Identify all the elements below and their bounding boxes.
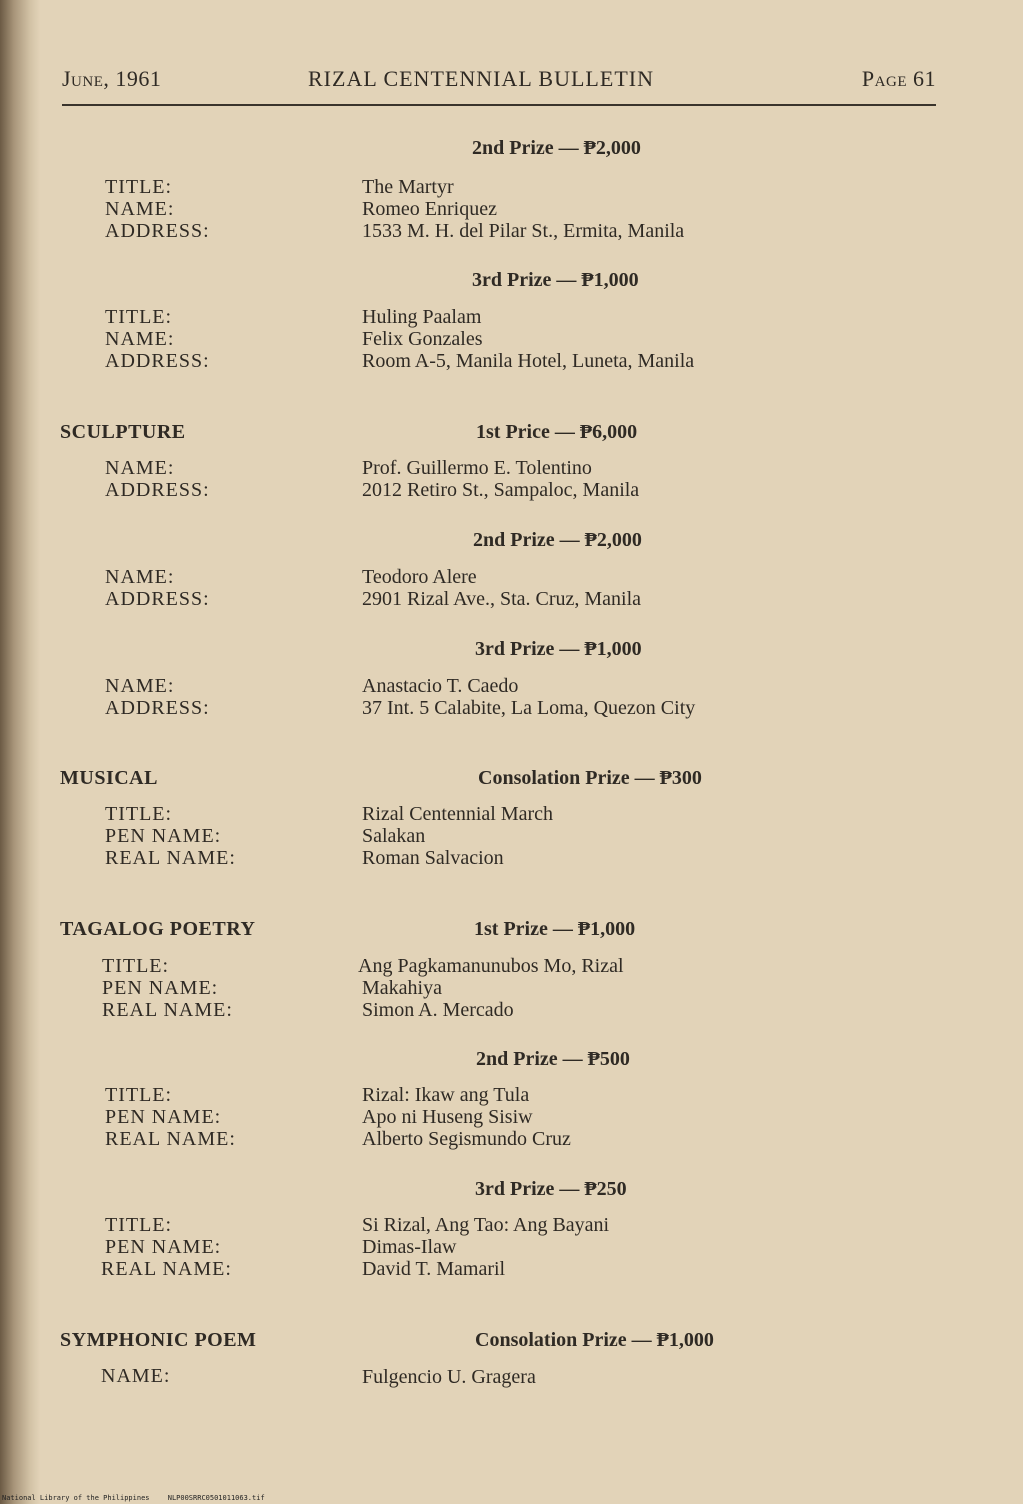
label-address: ADDRESS:: [105, 479, 210, 501]
header-publication: RIZAL CENTENNIAL BULLETIN: [308, 66, 654, 91]
entry-pen-name: Apo ni Huseng Sisiw: [362, 1106, 533, 1128]
section-heading-symphonic-poem: SYMPHONIC POEM: [60, 1329, 257, 1351]
entry-pen-name: Dimas-Ilaw: [362, 1236, 457, 1258]
entry-name: Teodoro Alere: [362, 566, 477, 588]
label-name: NAME:: [105, 566, 175, 588]
entry-real-name: Simon A. Mercado: [362, 999, 514, 1021]
entry-address: 2901 Rizal Ave., Sta. Cruz, Manila: [362, 588, 642, 610]
entry-address: 2012 Retiro St., Sampaloc, Manila: [362, 479, 640, 501]
prize-heading: 1st Price — ₱6,000: [476, 421, 638, 443]
label-title: TITLE:: [105, 176, 173, 198]
entry-name: Romeo Enriquez: [362, 198, 497, 220]
header-page-number: Page 61: [861, 66, 936, 91]
entry-name: Fulgencio U. Gragera: [362, 1366, 536, 1388]
label-pen-name: PEN NAME:: [105, 1106, 222, 1128]
entry-address: 37 Int. 5 Calabite, La Loma, Quezon City: [362, 697, 696, 719]
prize-heading: Consolation Prize — ₱300: [478, 767, 702, 789]
label-name: NAME:: [105, 457, 175, 479]
label-name: NAME:: [105, 198, 175, 220]
section-heading-musical: MUSICAL: [60, 767, 158, 789]
prize-heading: Consolation Prize — ₱1,000: [475, 1329, 714, 1351]
entry-real-name: David T. Mamaril: [362, 1258, 506, 1280]
label-title: TITLE:: [102, 955, 170, 977]
prize-heading: 3rd Prize — ₱1,000: [472, 269, 639, 291]
entry-address: Room A-5, Manila Hotel, Luneta, Manila: [362, 350, 695, 372]
label-title: TITLE:: [105, 1214, 173, 1236]
entry-title: Rizal: Ikaw ang Tula: [362, 1084, 530, 1106]
label-address: ADDRESS:: [105, 350, 210, 372]
label-name: NAME:: [101, 1365, 171, 1387]
label-address: ADDRESS:: [105, 697, 210, 719]
page-header: [62, 66, 936, 102]
entry-title: Rizal Centennial March: [362, 803, 554, 825]
entry-name: Felix Gonzales: [362, 328, 483, 350]
prize-heading: 2nd Prize — ₱2,000: [472, 137, 641, 159]
label-title: TITLE:: [105, 803, 173, 825]
entry-title: Huling Paalam: [362, 306, 482, 328]
label-address: ADDRESS:: [105, 588, 210, 610]
label-pen-name: PEN NAME:: [105, 825, 222, 847]
entry-title: Ang Pagkamanunubos Mo, Rizal: [358, 955, 624, 977]
entry-real-name: Alberto Segismundo Cruz: [362, 1128, 571, 1150]
header-rule: [62, 104, 936, 106]
label-real-name: REAL NAME:: [102, 999, 233, 1021]
section-heading-sculpture: SCULPTURE: [60, 421, 186, 443]
label-pen-name: PEN NAME:: [105, 1236, 222, 1258]
entry-pen-name: Makahiya: [362, 977, 442, 999]
entry-name: Anastacio T. Caedo: [362, 675, 519, 697]
entry-title: The Martyr: [362, 176, 454, 198]
prize-heading: 2nd Prize — ₱2,000: [473, 529, 642, 551]
entry-address: 1533 M. H. del Pilar St., Ermita, Manila: [362, 220, 685, 242]
prize-heading: 1st Prize — ₱1,000: [474, 918, 636, 940]
label-real-name: REAL NAME:: [105, 847, 236, 869]
label-real-name: REAL NAME:: [105, 1128, 236, 1150]
entry-real-name: Roman Salvacion: [362, 847, 504, 869]
entry-title: Si Rizal, Ang Tao: Ang Bayani: [362, 1214, 610, 1236]
label-title: TITLE:: [105, 1084, 173, 1106]
label-pen-name: PEN NAME:: [102, 977, 219, 999]
label-name: NAME:: [105, 675, 175, 697]
prize-heading: 2nd Prize — ₱500: [476, 1048, 630, 1070]
label-real-name: REAL NAME:: [101, 1258, 232, 1280]
entry-name: Prof. Guillermo E. Tolentino: [362, 457, 592, 479]
section-heading-tagalog-poetry: TAGALOG POETRY: [60, 918, 256, 940]
prize-heading: 3rd Prize — ₱250: [475, 1178, 627, 1200]
header-date: June, 1961: [62, 66, 162, 91]
label-title: TITLE:: [105, 306, 173, 328]
prize-heading: 3rd Prize — ₱1,000: [475, 638, 642, 660]
footer-library: National Library of the Philippines: [2, 1494, 150, 1502]
entry-pen-name: Salakan: [362, 825, 426, 847]
scan-footer: [2, 1494, 279, 1502]
label-address: ADDRESS:: [105, 220, 210, 242]
label-name: NAME:: [105, 328, 175, 350]
footer-file: NLP00SRRC0501011063.tif: [167, 1494, 265, 1502]
